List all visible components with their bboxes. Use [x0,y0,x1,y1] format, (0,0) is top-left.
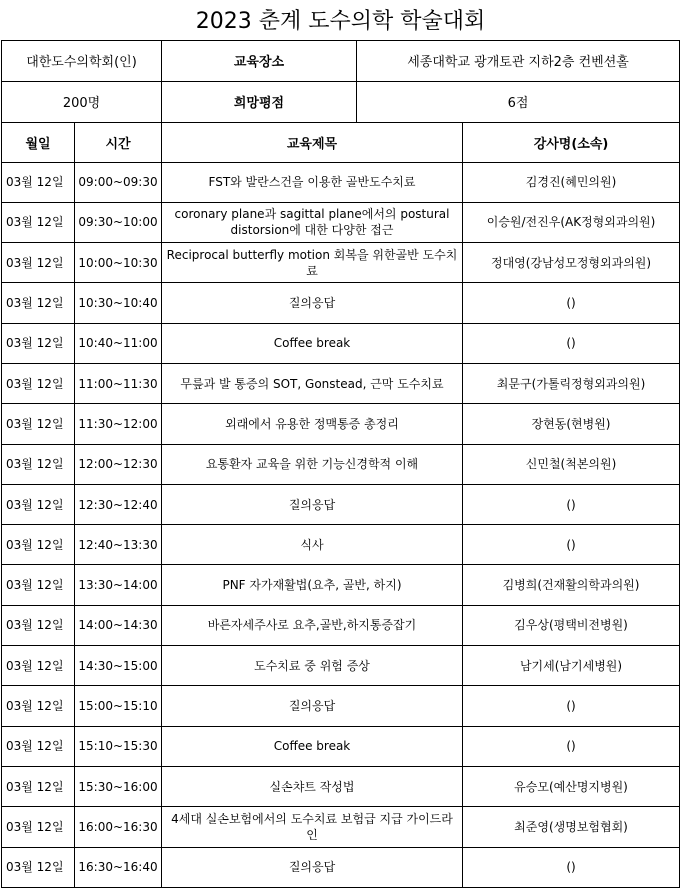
row-speaker: 이승원/전진우(AK정형외과의원) [463,202,680,242]
row-date: 03월 12일 [2,162,75,202]
table-row [2,484,680,524]
row-topic: PNF 자가재활법(요추, 골반, 하지) [162,565,463,605]
row-speaker: () [463,484,680,524]
header-date: 월일 [2,122,75,162]
row-speaker: 남기세(남기세병원) [463,646,680,686]
row-speaker: 김병희(건재활의학과의원) [463,565,680,605]
row-date: 03월 12일 [2,525,75,565]
row-topic: 무릎과 발 통증의 SOT, Gonstead, 근막 도수치료 [162,363,463,403]
row-time: 11:30~12:00 [75,404,162,444]
row-speaker: 정대영(강남성모정형외과의원) [463,243,680,283]
row-time: 15:30~16:00 [75,766,162,806]
row-time: 16:30~16:40 [75,847,162,887]
row-time: 14:00~14:30 [75,605,162,645]
row-time: 14:30~15:00 [75,646,162,686]
table-row [2,444,680,484]
table-row [2,766,680,806]
row-date: 03월 12일 [2,766,75,806]
row-topic: Reciprocal butterfly motion 회복을 위한골반 도수치료 [162,243,463,283]
row-speaker: 최문구(가톨릭정형외과의원) [463,363,680,403]
table-row [2,726,680,766]
table-row [2,404,680,444]
row-time: 10:40~11:00 [75,323,162,363]
row-date: 03월 12일 [2,605,75,645]
row-topic: 질의응답 [162,686,463,726]
table-row [2,323,680,363]
table-row [2,525,680,565]
row-date: 03월 12일 [2,847,75,887]
location-value: 세종대학교 광개토관 지하2층 컨벤션홀 [357,40,680,81]
row-date: 03월 12일 [2,484,75,524]
row-time: 09:30~10:00 [75,202,162,242]
row-topic: 질의응답 [162,847,463,887]
row-speaker: () [463,283,680,323]
row-date: 03월 12일 [2,646,75,686]
row-topic: coronary plane과 sagittal plane에서의 postural distorsion에 대한 다양한 접근 [162,202,463,242]
row-topic: 도수치료 중 위험 증상 [162,646,463,686]
row-topic: FST와 발란스건을 이용한 골반도수치료 [162,162,463,202]
row-speaker: () [463,525,680,565]
row-topic: 질의응답 [162,484,463,524]
table-row [2,807,680,847]
table-row [2,686,680,726]
info-row-capacity [2,81,680,122]
row-time: 12:00~12:30 [75,444,162,484]
row-date: 03월 12일 [2,363,75,403]
row-speaker: 최준영(생명보험협회) [463,807,680,847]
table-row [2,202,680,242]
page-title: 2023 춘계 도수의학 학술대회 [2,0,680,40]
table-row [2,162,680,202]
row-time: 15:00~15:10 [75,686,162,726]
row-time: 15:10~15:30 [75,726,162,766]
row-time: 10:00~10:30 [75,243,162,283]
row-time: 16:00~16:30 [75,807,162,847]
row-topic: 4세대 실손보험에서의 도수치료 보험급 지급 가이드라인 [162,807,463,847]
row-speaker: () [463,847,680,887]
table-row [2,605,680,645]
organizer-value: 대한도수의학회(인) [2,40,162,81]
row-speaker: () [463,726,680,766]
row-date: 03월 12일 [2,283,75,323]
row-topic: 바른자세주사로 요추,골반,하지통증잡기 [162,605,463,645]
table-row [2,847,680,887]
row-date: 03월 12일 [2,726,75,766]
row-date: 03월 12일 [2,323,75,363]
header-topic: 교육제목 [162,122,463,162]
row-date: 03월 12일 [2,202,75,242]
row-time: 12:40~13:30 [75,525,162,565]
row-time: 13:30~14:00 [75,565,162,605]
table-row [2,646,680,686]
row-date: 03월 12일 [2,686,75,726]
table-header-row [2,122,680,162]
schedule-table [1,0,680,888]
row-topic: 외래에서 유용한 정맥통증 총정리 [162,404,463,444]
row-date: 03월 12일 [2,565,75,605]
score-value: 6점 [357,81,680,122]
table-row [2,363,680,403]
row-speaker: 유승모(예산명지병원) [463,766,680,806]
header-speaker: 강사명(소속) [463,122,680,162]
row-time: 11:00~11:30 [75,363,162,403]
row-speaker: 신민철(척본의원) [463,444,680,484]
row-topic: 질의응답 [162,283,463,323]
location-label: 교육장소 [162,40,357,81]
row-speaker: 김우상(평택비전병원) [463,605,680,645]
row-topic: 요통환자 교육을 위한 기능신경학적 이해 [162,444,463,484]
row-topic: Coffee break [162,726,463,766]
row-date: 03월 12일 [2,404,75,444]
row-date: 03월 12일 [2,243,75,283]
table-row [2,283,680,323]
score-label: 희망평점 [162,81,357,122]
info-row-organizer [2,40,680,81]
row-topic: 실손챠트 작성법 [162,766,463,806]
row-date: 03월 12일 [2,807,75,847]
row-topic: 식사 [162,525,463,565]
row-time: 10:30~10:40 [75,283,162,323]
row-speaker: () [463,323,680,363]
row-topic: Coffee break [162,323,463,363]
row-speaker: 김경진(혜민의원) [463,162,680,202]
table-row [2,565,680,605]
row-time: 12:30~12:40 [75,484,162,524]
row-speaker: () [463,686,680,726]
header-time: 시간 [75,122,162,162]
row-time: 09:00~09:30 [75,162,162,202]
row-date: 03월 12일 [2,444,75,484]
capacity-value: 200명 [2,81,162,122]
row-speaker: 장현동(현병원) [463,404,680,444]
table-row [2,243,680,283]
